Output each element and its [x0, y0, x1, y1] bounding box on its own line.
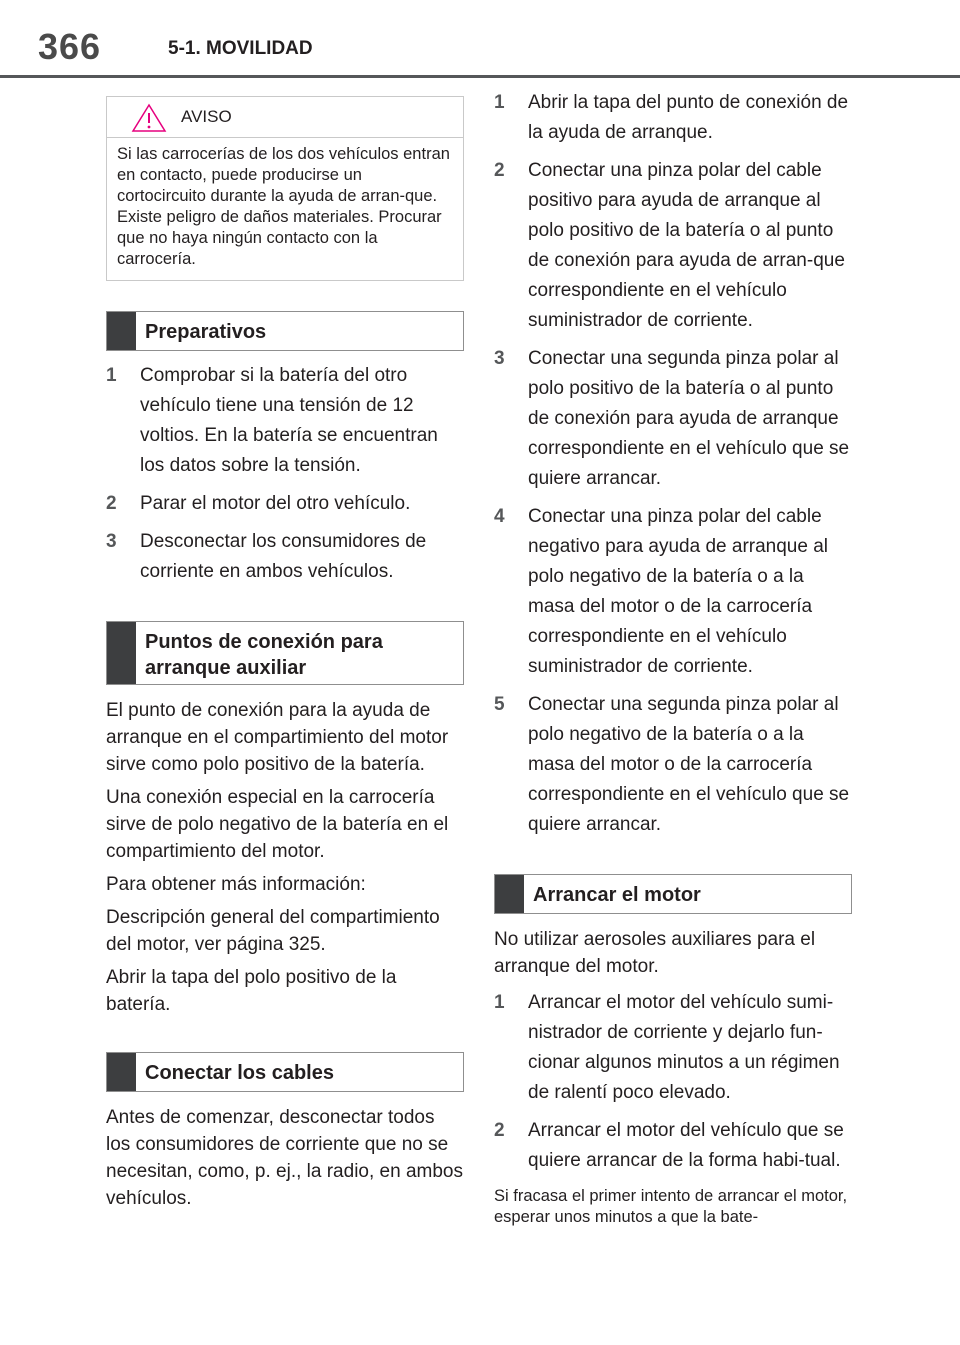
list-item	[494, 502, 852, 682]
step-text: Conectar una pinza polar del cable negativo para ayuda de arranque al polo negativo de la batería o a la masa del motor o de la carrocería correspondiente en el vehículo suministrador de corriente.	[528, 506, 829, 677]
step-number: 2	[106, 493, 117, 514]
left-column	[106, 96, 464, 1212]
list-item	[494, 1116, 852, 1176]
heading-bar	[495, 875, 524, 913]
list-item	[494, 88, 852, 148]
heading-bar	[107, 312, 136, 350]
warning-text: Si las carrocerías de los dos vehículos entran en contacto, puede producirse un cortocircuito durante la ayuda de arran-que. Existe peligro de daños materiales. Procurar que no haya ningún contacto con la carrocería.	[117, 145, 450, 268]
header-divider	[0, 75, 960, 78]
paragraph: Abrir la tapa del polo positivo de la batería.	[106, 967, 397, 1015]
step-text: Abrir la tapa del punto de conexión de la ayuda de arranque.	[528, 92, 849, 143]
step-number: 4	[494, 506, 505, 527]
step-text: Arrancar el motor del vehículo sumi-nistrador de corriente y dejarlo fun-cionar algunos minutos a un régimen de ralentí poco elevado.	[528, 992, 840, 1103]
step-number: 5	[494, 694, 505, 715]
paragraph: Una conexión especial en la carrocería sirve de polo negativo de la batería en el compartimiento del motor.	[106, 787, 449, 862]
paragraph: El punto de conexión para la ayuda de arranque en el compartimiento del motor sirve como polo positivo de la batería.	[106, 700, 449, 775]
heading-arrancar-motor	[494, 874, 852, 914]
page-header	[0, 0, 960, 80]
page-number: 366	[38, 26, 102, 67]
heading-text: Conectar los cables	[145, 1062, 334, 1084]
list-item	[106, 527, 464, 587]
step-number: 1	[494, 992, 505, 1013]
step-number: 3	[106, 531, 117, 552]
right-column	[494, 88, 852, 1228]
step-text: Conectar una pinza polar del cable positivo para ayuda de arranque al polo positivo de la batería o al punto de conexión para ayuda de arran-que correspondiente en el vehículo suministrador de corriente.	[528, 160, 845, 331]
section-title: 5-1. MOVILIDAD	[168, 38, 313, 59]
list-item	[494, 690, 852, 840]
step-number: 3	[494, 348, 505, 369]
list-item	[494, 988, 852, 1108]
paragraph: Antes de comenzar, desconectar todos los consumidores de corriente que no se necesitan, como, p. ej., la radio, en ambos vehículos.	[106, 1107, 463, 1209]
list-item	[494, 344, 852, 494]
paragraph: Para obtener más información:	[106, 874, 366, 895]
step-text: Comprobar si la batería del otro vehículo tiene una tensión de 12 voltios. En la batería se encuentran los datos sobre la tensión.	[140, 365, 438, 476]
warning-triangle-icon	[131, 103, 167, 133]
step-text: Conectar una segunda pinza polar al polo negativo de la batería o a la masa del motor o de la carrocería correspondiente en el vehículo que se quiere arrancar.	[528, 694, 850, 835]
step-text: Conectar una segunda pinza polar al polo positivo de la batería o al punto de conexión para ayuda de arranque correspondiente en el vehículo que se quiere arrancar.	[528, 348, 850, 489]
page-reference: Descripción general del compartimiento del motor, ver página 325.	[106, 907, 440, 955]
step-text: Desconectar los consumidores de corriente en ambos vehículos.	[140, 531, 427, 582]
heading-puntos-conexion	[106, 621, 464, 685]
list-item	[106, 489, 464, 519]
step-number: 1	[106, 365, 117, 386]
warning-title: AVISO	[181, 107, 232, 126]
heading-bar	[107, 622, 136, 684]
note-text: Si fracasa el primer intento de arrancar el motor, esperar unos minutos a que la bate-	[494, 1187, 848, 1226]
step-number: 2	[494, 1120, 505, 1141]
paragraph: No utilizar aerosoles auxiliares para el arranque del motor.	[494, 929, 816, 977]
list-item	[106, 361, 464, 481]
step-text: Parar el motor del otro vehículo.	[140, 493, 411, 514]
heading-conectar-cables	[106, 1052, 464, 1092]
heading-preparativos	[106, 311, 464, 351]
step-number: 1	[494, 92, 505, 113]
step-number: 2	[494, 160, 505, 181]
heading-text: Puntos de conexión para arranque auxiliar	[145, 631, 383, 679]
heading-text: Arrancar el motor	[533, 884, 701, 906]
heading-bar	[107, 1053, 136, 1091]
step-text: Arrancar el motor del vehículo que se quiere arrancar de la forma habi-tual.	[528, 1120, 844, 1171]
heading-text: Preparativos	[145, 321, 267, 343]
warning-box	[106, 96, 464, 281]
warning-header	[107, 97, 463, 138]
list-item	[494, 156, 852, 336]
